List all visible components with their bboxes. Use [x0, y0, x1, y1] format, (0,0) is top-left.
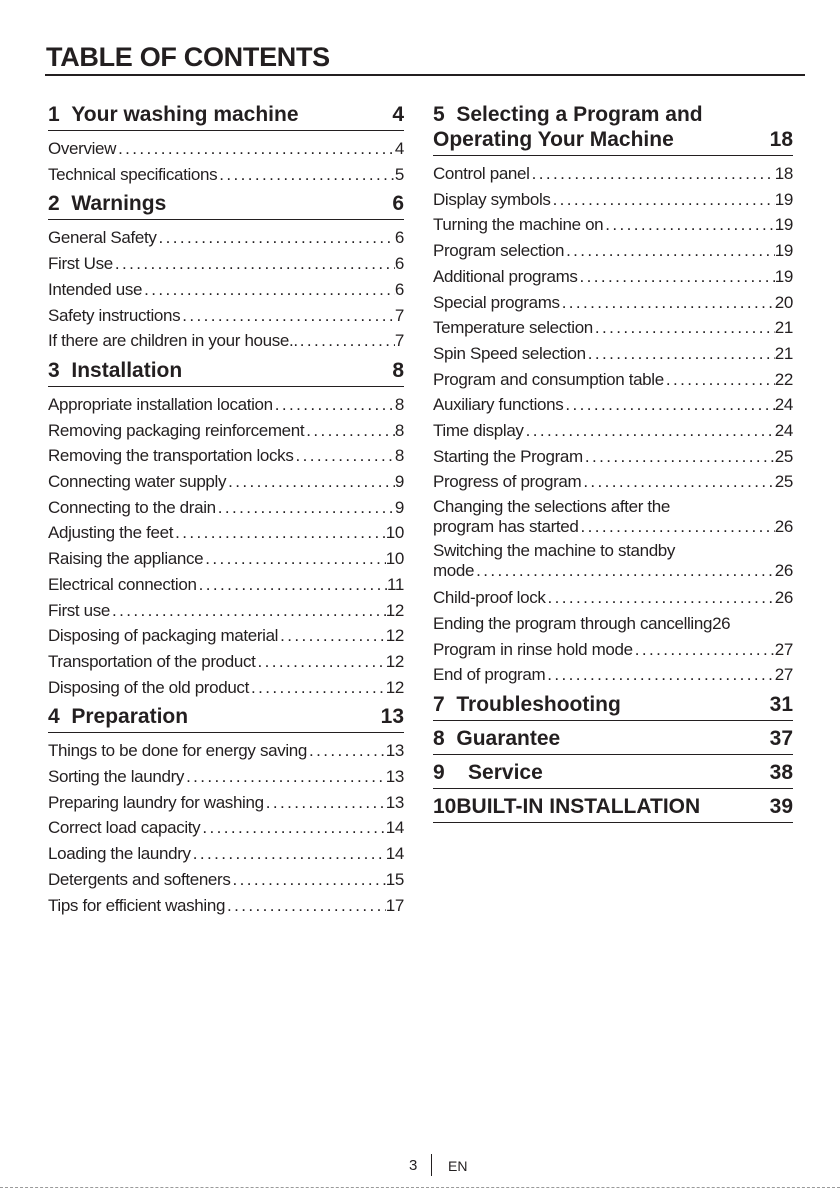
toc-entry[interactable]: Removing packaging reinforcement ..... 8 — [48, 418, 404, 444]
toc-entry[interactable]: Overview ..... 4 — [48, 136, 404, 162]
dot-leader — [191, 841, 386, 867]
toc-entry[interactable]: Changing the selections after the program has started ..... 26 — [433, 497, 793, 537]
toc-entry[interactable]: Additional programs ..... 19 — [433, 264, 793, 290]
dot-leader — [116, 136, 395, 162]
dot-leader — [110, 598, 386, 624]
dot-leader — [563, 392, 774, 418]
dot-leader — [200, 815, 385, 841]
toc-section-8[interactable] — [433, 726, 793, 755]
dot-leader — [524, 418, 775, 444]
toc-left-column — [48, 102, 404, 918]
toc-entry[interactable]: Program and consumption table ..... 22 — [433, 367, 793, 393]
toc-entry[interactable]: Program in rinse hold mode ..... 27 — [433, 637, 793, 663]
toc-right-column — [433, 102, 793, 828]
toc-section-10[interactable] — [433, 794, 793, 823]
dot-leader — [633, 637, 775, 663]
section-title: 9 Service — [433, 760, 543, 784]
dot-leader — [217, 162, 395, 188]
page-footer — [0, 1154, 840, 1178]
dot-leader — [564, 238, 775, 264]
toc-section-5[interactable] — [433, 102, 793, 156]
page-number: 3 — [409, 1157, 418, 1174]
section-page: 38 — [769, 760, 793, 784]
toc-entry[interactable]: Time display ..... 24 — [433, 418, 793, 444]
dot-leader — [231, 867, 386, 893]
toc-entry[interactable]: Safety instructions ..... 7 — [48, 303, 404, 329]
toc-entry[interactable]: Connecting water supply ..... 9 — [48, 469, 404, 495]
dot-leader — [546, 585, 775, 611]
dot-leader — [664, 367, 775, 393]
toc-entry[interactable]: Connecting to the drain ..... 9 — [48, 495, 404, 521]
toc-section-7[interactable] — [433, 692, 793, 721]
toc-entry[interactable]: If there are children in your house.. ..... 7 — [48, 328, 404, 354]
dot-leader — [225, 893, 386, 919]
toc-entry[interactable]: Tips for efficient washing ..... 17 — [48, 893, 404, 919]
toc-entry[interactable]: Intended use ..... 6 — [48, 277, 404, 303]
toc-entry[interactable]: Child-proof lock ..... 26 — [433, 585, 793, 611]
toc-entry[interactable]: Program selection ..... 19 — [433, 238, 793, 264]
dot-leader — [307, 738, 386, 764]
toc-section-1[interactable] — [48, 102, 404, 131]
toc-entry[interactable]: Special programs ..... 20 — [433, 290, 793, 316]
toc-entry[interactable]: Temperature selection ..... 21 — [433, 315, 793, 341]
dot-leader — [226, 469, 395, 495]
section-title: 8 Guarantee — [433, 726, 561, 750]
dot-leader — [249, 675, 386, 701]
title-divider — [45, 74, 805, 76]
dot-leader — [583, 444, 775, 470]
toc-entry[interactable]: Disposing of the old product ..... 12 — [48, 675, 404, 701]
dot-leader — [545, 662, 775, 688]
dot-leader — [256, 649, 386, 675]
toc-entry[interactable]: Control panel ..... 18 — [433, 161, 793, 187]
dot-leader — [593, 315, 775, 341]
dot-leader — [264, 790, 386, 816]
toc-entry[interactable]: Technical specifications ..... 5 — [48, 162, 404, 188]
dot-leader — [560, 290, 775, 316]
toc-entry[interactable]: Sorting the laundry ..... 13 — [48, 764, 404, 790]
dot-leader — [184, 764, 386, 790]
section-title: 4 Preparation — [48, 705, 189, 729]
dot-leader — [173, 520, 386, 546]
section-page: 6 — [392, 192, 404, 216]
section-page: 37 — [769, 726, 793, 750]
section-title: 2 Warnings — [48, 192, 167, 216]
dot-leader — [603, 212, 775, 238]
dot-leader — [530, 161, 775, 187]
toc-entry[interactable]: Electrical connection ..... 11 — [48, 572, 404, 598]
toc-entry[interactable]: Adjusting the feet ..... 10 — [48, 520, 404, 546]
dot-leader — [586, 341, 775, 367]
dot-leader — [581, 469, 774, 495]
dot-leader — [578, 264, 775, 290]
toc-entry[interactable]: Detergents and softeners ..... 15 — [48, 867, 404, 893]
page-bottom-border — [0, 1187, 840, 1188]
toc-entry[interactable]: First use ..... 12 — [48, 598, 404, 624]
toc-entry[interactable]: Loading the laundry ..... 14 — [48, 841, 404, 867]
section-page: 8 — [392, 358, 404, 382]
toc-entry[interactable]: Correct load capacity ..... 14 — [48, 815, 404, 841]
dot-leader — [216, 495, 395, 521]
dot-leader — [142, 277, 395, 303]
section-page: 18 — [769, 128, 793, 151]
dot-leader — [474, 561, 775, 581]
toc-section-3[interactable] — [48, 358, 404, 387]
toc-entry[interactable]: Display symbols ..... 19 — [433, 187, 793, 213]
toc-entry[interactable]: Disposing of packaging material ..... 12 — [48, 623, 404, 649]
toc-entry[interactable]: Progress of program ..... 25 — [433, 469, 793, 495]
section-page: 4 — [392, 103, 404, 126]
section-title: 5 Selecting a Program and Operating Your Machine — [433, 103, 703, 151]
dot-leader — [293, 443, 394, 469]
section-page: 31 — [769, 692, 793, 716]
toc-entry[interactable]: First Use ..... 6 — [48, 251, 404, 277]
toc-entry[interactable]: Spin Speed selection ..... 21 — [433, 341, 793, 367]
dot-leader — [298, 328, 395, 354]
section-title: 7 Troubleshooting — [433, 692, 621, 716]
section-title: 10BUILT-IN INSTALLATION — [433, 794, 701, 818]
toc-entry[interactable]: Starting the Program ..... 25 — [433, 444, 793, 470]
toc-entry[interactable]: End of program ..... 27 — [433, 662, 793, 688]
toc-entry[interactable]: Appropriate installation location ..... 8 — [48, 392, 404, 418]
toc-section-4[interactable] — [48, 704, 404, 733]
toc-entry[interactable]: Ending the program through cancelling 26 — [433, 613, 731, 633]
language-code: EN — [448, 1158, 468, 1174]
toc-section-2[interactable] — [48, 191, 404, 220]
toc-section-9[interactable] — [433, 760, 793, 789]
dot-leader — [203, 546, 386, 572]
toc-entry[interactable]: Preparing laundry for washing ..... 13 — [48, 790, 404, 816]
toc-entry[interactable]: Things to be done for energy saving ..... 13 — [48, 738, 404, 764]
toc-entry[interactable]: Removing the transportation locks ..... 8 — [48, 443, 404, 469]
section-page: 39 — [769, 794, 793, 818]
dot-leader — [551, 187, 775, 213]
dot-leader — [273, 392, 395, 418]
toc-entry[interactable]: Turning the machine on ..... 19 — [433, 212, 793, 238]
dot-leader — [197, 572, 387, 598]
toc-entry[interactable]: Raising the appliance ..... 10 — [48, 546, 404, 572]
dot-leader — [157, 225, 395, 251]
toc-entry[interactable]: Auxiliary functions ..... 24 — [433, 392, 793, 418]
dot-leader — [180, 303, 395, 329]
toc-entry[interactable]: Switching the machine to standby mode ..... 26 — [433, 541, 793, 581]
dot-leader — [278, 623, 386, 649]
page-title: TABLE OF CONTENTS — [46, 42, 330, 72]
section-title: 3 Installation — [48, 358, 183, 382]
dot-leader — [304, 418, 395, 444]
section-page: 13 — [380, 705, 404, 729]
toc-entry[interactable]: Transportation of the product ..... 12 — [48, 649, 404, 675]
footer-divider — [431, 1154, 432, 1176]
dot-leader — [578, 517, 774, 537]
dot-leader — [113, 251, 395, 277]
toc-entry[interactable]: General Safety ..... 6 — [48, 225, 404, 251]
section-title: 1 Your washing machine — [48, 103, 299, 126]
